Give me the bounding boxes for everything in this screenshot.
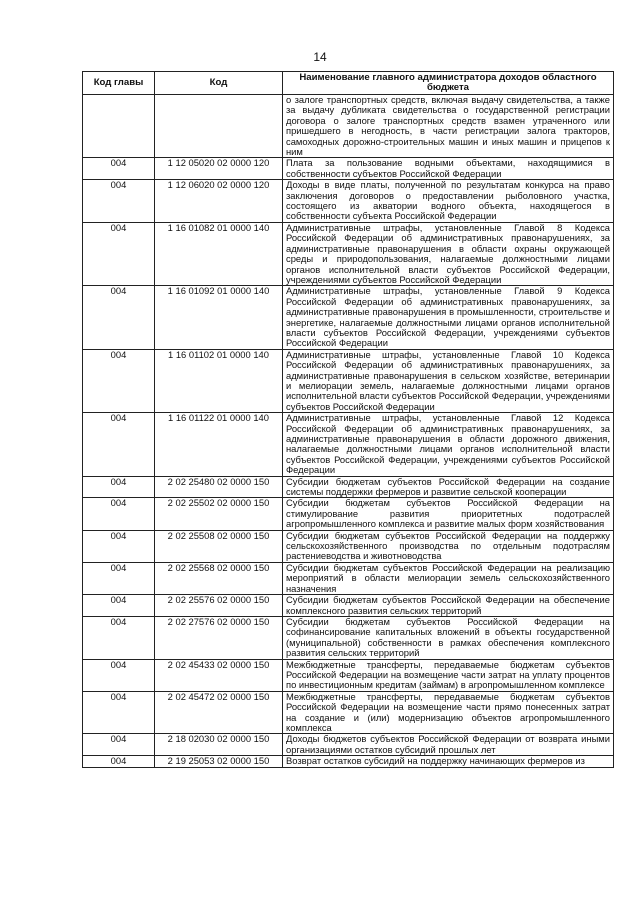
table-row bbox=[83, 158, 614, 180]
row-name: Доходы бюджетов субъектов Российской Федерации от возврата иными организациями остатков субсидий прошлых лет bbox=[283, 734, 614, 756]
row-chapter-code: 004 bbox=[83, 734, 155, 756]
row-chapter-code: 004 bbox=[83, 756, 155, 767]
table-header-row bbox=[83, 72, 614, 95]
row-code: 2 02 45472 02 0000 150 bbox=[155, 691, 283, 734]
row-code: 1 16 01092 01 0000 140 bbox=[155, 286, 283, 349]
table-row bbox=[83, 691, 614, 734]
row-name: Административные штрафы, установленные Главой 12 Кодекса Российской Федерации об административных правонарушениях, за административные правонарушения в области дорожного движения, налагаемые должностными лицами органов исполнительной власти субъектов Российской Федерации, учреждениями субъектов Российской Федерации bbox=[283, 413, 614, 476]
table-row bbox=[83, 734, 614, 756]
row-chapter-code: 004 bbox=[83, 659, 155, 691]
row-code: 1 16 01102 01 0000 140 bbox=[155, 349, 283, 412]
header-chapter-code: Код главы bbox=[83, 72, 155, 95]
row-code: 2 02 25568 02 0000 150 bbox=[155, 562, 283, 594]
row-chapter-code: 004 bbox=[83, 476, 155, 498]
row-code: 2 02 45433 02 0000 150 bbox=[155, 659, 283, 691]
row-code: 2 19 25053 02 0000 150 bbox=[155, 756, 283, 767]
table-row bbox=[83, 180, 614, 223]
row-name: Плата за пользование водными объектами, находящимися в собственности субъектов Российской Федерации bbox=[283, 158, 614, 180]
row-chapter-code: 004 bbox=[83, 562, 155, 594]
row-name: Субсидии бюджетам субъектов Российской Федерации на стимулирование развития приоритетных подотраслей агропромышленного комплекса и развитие малых форм хозяйствования bbox=[283, 498, 614, 530]
row-name: Субсидии бюджетам субъектов Российской Федерации на реализацию мероприятий в области мелиорации земель сельскохозяйственного назначения bbox=[283, 562, 614, 594]
row-name: Субсидии бюджетам субъектов Российской Федерации на софинансирование капитальных вложений в объекты государственной (муниципальной) собственности в рамках обеспечения комплексного развития сельских территорий bbox=[283, 616, 614, 659]
table-row bbox=[83, 530, 614, 562]
row-name: Административные штрафы, установленные Главой 10 Кодекса Российской Федерации об административных правонарушениях, за административные правонарушения в сельском хозяйстве, ветеринарии и мелиорации земель, налагаемые должностными лицами органов исполнительной власти субъектов Российской Федерации, учреждениями субъектов Российской Федерации bbox=[283, 349, 614, 412]
row-chapter-code: 004 bbox=[83, 222, 155, 285]
row-name: Доходы в виде платы, полученной по результатам конкурса на право заключения договоров о предоставлении рыболовного участка, состоящего из акватории водного объекта, находящегося в собственности субъекта Российской Федерации bbox=[283, 180, 614, 223]
header-code: Код bbox=[155, 72, 283, 95]
row-chapter-code: 004 bbox=[83, 595, 155, 617]
row-chapter-code: 004 bbox=[83, 498, 155, 530]
row-code: 2 02 25576 02 0000 150 bbox=[155, 595, 283, 617]
row-code: 2 02 25508 02 0000 150 bbox=[155, 530, 283, 562]
row-name: Межбюджетные трансферты, передаваемые бюджетам субъектов Российской Федерации на возмещение части затрат на уплату процентов по инвестиционным кредитам (займам) в агропромышленном комплексе bbox=[283, 659, 614, 691]
table-row bbox=[83, 95, 614, 158]
row-name: Межбюджетные трансферты, передаваемые бюджетам субъектов Российской Федерации на возмещение части прямо понесенных затрат на создание и (или) модернизацию объектов агропромышленного комплекса bbox=[283, 691, 614, 734]
row-name: Возврат остатков субсидий на поддержку начинающих фермеров из bbox=[283, 756, 614, 767]
row-code: 2 02 25480 02 0000 150 bbox=[155, 476, 283, 498]
table-row bbox=[83, 616, 614, 659]
row-chapter-code: 004 bbox=[83, 349, 155, 412]
row-code: 1 12 06020 02 0000 120 bbox=[155, 180, 283, 223]
table-row bbox=[83, 562, 614, 594]
row-chapter-code: 004 bbox=[83, 180, 155, 223]
table-row bbox=[83, 595, 614, 617]
row-name: Субсидии бюджетам субъектов Российской Федерации на обеспечение комплексного развития сельских территорий bbox=[283, 595, 614, 617]
table-row bbox=[83, 659, 614, 691]
row-name: о залоге транспортных средств, включая выдачу свидетельства, а также за выдачу дубликата свидетельства о государственной регистрации договора о залоге транспортных средств взамен утраченного или пришедшего в негодность, в части регистрации залога тракторов, самоходных дорожно-строительных машин и иных машин и прицепов к ним bbox=[283, 95, 614, 158]
row-code: 1 12 05020 02 0000 120 bbox=[155, 158, 283, 180]
header-name: Наименование главного администратора доходов областного бюджета bbox=[283, 72, 614, 95]
row-code: 1 16 01082 01 0000 140 bbox=[155, 222, 283, 285]
row-code: 2 02 27576 02 0000 150 bbox=[155, 616, 283, 659]
table-row bbox=[83, 476, 614, 498]
row-chapter-code: 004 bbox=[83, 530, 155, 562]
row-name: Административные штрафы, установленные Главой 9 Кодекса Российской Федерации об административных правонарушениях, за административные правонарушения в промышленности, строительстве и энергетике, налагаемые должностными лицами органов исполнительной власти субъектов Российской Федерации, учреждениями субъектов Российской Федерации bbox=[283, 286, 614, 349]
row-code: 2 02 25502 02 0000 150 bbox=[155, 498, 283, 530]
row-chapter-code: 004 bbox=[83, 286, 155, 349]
table-row bbox=[83, 756, 614, 767]
row-chapter-code: 004 bbox=[83, 158, 155, 180]
table-row bbox=[83, 413, 614, 476]
row-code: 1 16 01122 01 0000 140 bbox=[155, 413, 283, 476]
row-chapter-code: 004 bbox=[83, 616, 155, 659]
table-row bbox=[83, 222, 614, 285]
row-code: 2 18 02030 02 0000 150 bbox=[155, 734, 283, 756]
table-row bbox=[83, 286, 614, 349]
page-number: 14 bbox=[313, 50, 327, 64]
row-chapter-code: 004 bbox=[83, 691, 155, 734]
row-name: Субсидии бюджетам субъектов Российской Федерации на поддержку сельскохозяйственного производства по отдельным подотраслям растениеводства и животноводства bbox=[283, 530, 614, 562]
row-name: Административные штрафы, установленные Главой 8 Кодекса Российской Федерации об административных правонарушениях, за административные правонарушения в области охраны окружающей среды и природопользования, налагаемые должностными лицами органов исполнительной власти субъектов Российской Федерации, учреждениями субъектов Российской Федерации bbox=[283, 222, 614, 285]
row-chapter-code: 004 bbox=[83, 413, 155, 476]
table-row bbox=[83, 349, 614, 412]
row-name: Субсидии бюджетам субъектов Российской Федерации на создание системы поддержки фермеров и развитие сельской кооперации bbox=[283, 476, 614, 498]
table-body bbox=[83, 95, 614, 768]
table-row bbox=[83, 498, 614, 530]
revenue-administrators-table bbox=[82, 71, 614, 768]
row-code bbox=[155, 95, 283, 158]
row-chapter-code bbox=[83, 95, 155, 158]
